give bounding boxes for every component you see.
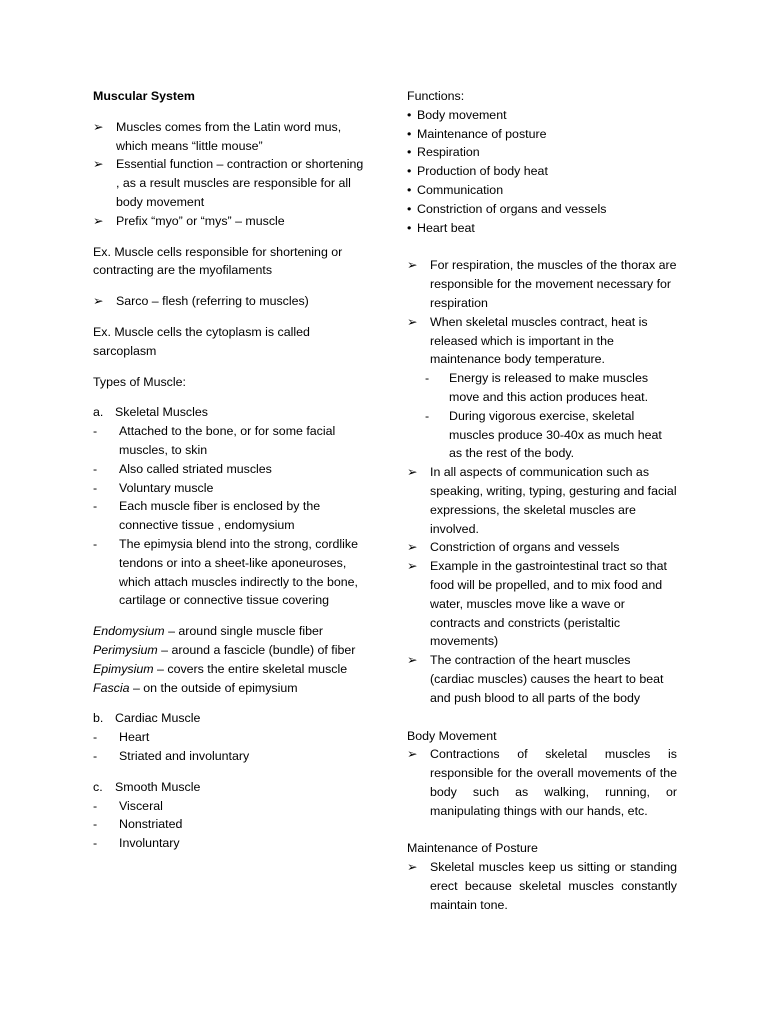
definition: Perimysium – around a fascicle (bundle) of fiber (93, 642, 356, 657)
list-item: • Respiration (407, 145, 480, 160)
posture-bullet: ➢ Skeletal muscles keep us sitting or standing erect because skeletal muscles constantly maintain tone. (407, 860, 677, 912)
sub-list-item: - During vigorous exercise, skeletal muscles produce 30-40x as much heat as the rest of the body. (425, 408, 662, 461)
arrow-bullet-icon: ➢ (407, 540, 418, 555)
cardiac-heading: b. Cardiac Muscle (93, 711, 201, 726)
intro-bullet: ➢ Prefix “myo” or “mys” – muscle (93, 212, 368, 231)
intro-bullet: ➢ Muscles comes from the Latin word mus, which means “little mouse” (93, 119, 342, 153)
types-heading: Types of Muscle: (93, 374, 186, 389)
arrow-bullet-icon: ➢ (407, 747, 418, 762)
arrow-bullet-icon: ➢ (407, 559, 418, 574)
skeletal-heading: a. Skeletal Muscles (93, 405, 208, 420)
list-item: - Heart (93, 730, 150, 745)
definition: Epimysium – covers the entire skeletal muscle (93, 661, 348, 676)
list-item: • Constriction of organs and vessels (407, 201, 607, 216)
arrow-bullet-icon: ➢ (407, 465, 418, 480)
list-item: - Involuntary (93, 836, 180, 851)
arrow-bullet-icon: ➢ (93, 213, 104, 228)
detail-bullet: ➢ The contraction of the heart muscles (cardiac muscles) causes the heart to beat and push blood to all parts of the body (407, 653, 664, 705)
list-item: • Body movement (407, 107, 507, 122)
list-item: • Maintenance of posture (407, 126, 547, 141)
detail-bullet: ➢ For respiration, the muscles of the thorax are responsible for the movement necessary for respiration (407, 258, 677, 310)
definition: Fascia – on the outside of epimysium (93, 680, 298, 695)
arrow-bullet-icon: ➢ (407, 258, 418, 273)
list-item: - Attached to the bone, or for some facial muscles, to skin (93, 424, 336, 457)
detail-bullet: ➢ Example in the gastrointestinal tract so that food will be propelled, and to mix food and water, muscles move like a wave or contracts and constricts (peristaltic movements) (407, 559, 667, 649)
arrow-bullet-icon: ➢ (93, 119, 104, 134)
arrow-bullet-icon: ➢ (407, 314, 418, 329)
list-item: - Visceral (93, 798, 163, 813)
detail-bullet: ➢ In all aspects of communication such as speaking, writing, typing, gesturing and facial expressions, the skeletal muscles are involved. (407, 465, 677, 536)
arrow-bullet-icon: ➢ (93, 157, 104, 172)
list-item: - Voluntary muscle (93, 480, 214, 495)
arrow-bullet-icon: ➢ (407, 860, 418, 875)
list-item: • Heart beat (407, 220, 475, 235)
arrow-bullet-icon: ➢ (407, 653, 418, 668)
doc-title: Muscular System (93, 89, 195, 103)
body-movement-heading: Body Movement (407, 728, 497, 743)
arrow-bullet-icon: ➢ (93, 294, 104, 309)
detail-bullet: ➢ When skeletal muscles contract, heat is released which is important in the maintenance body temperature. (407, 314, 648, 367)
definition: Endomysium – around single muscle fiber (93, 624, 324, 639)
example-text: Ex. Muscle cells the cytoplasm is called sarcoplasm (93, 324, 310, 358)
intro-bullet: ➢ Essential function – contraction or shortening , as a result muscles are responsible for all body movement (93, 157, 364, 209)
functions-heading: Functions: (407, 89, 465, 103)
example-text: Ex. Muscle cells responsible for shortening or contracting are the myofilaments (93, 244, 343, 278)
list-item: • Communication (407, 182, 504, 197)
left-column (93, 87, 368, 853)
right-column (407, 87, 677, 915)
list-item: - Each muscle fiber is enclosed by the connective tissue , endomysium (93, 499, 321, 533)
sarco-bullet: ➢ Sarco – flesh (referring to muscles) (93, 292, 368, 311)
list-item: - Striated and involuntary (93, 748, 250, 763)
sub-list-item: - Energy is released to make muscles move and this action produces heat. (425, 371, 649, 404)
list-item: - Nonstriated (93, 817, 183, 832)
detail-bullet: ➢ Constriction of organs and vessels (407, 538, 677, 557)
body-movement-bullet: ➢ Contractions of skeletal muscles is responsible for the overall movements of the body such as walking, running, or manipulating things with our hands, etc. (407, 747, 677, 818)
list-item: - The epimysia blend into the strong, cordlike tendons or into a sheet-like aponeuroses, which attach muscles indirectly to the bone, cartilage or connective tissue covering (93, 536, 358, 608)
smooth-heading: c. Smooth Muscle (93, 779, 201, 794)
posture-heading: Maintenance of Posture (407, 841, 538, 856)
list-item: • Production of body heat (407, 164, 548, 179)
list-item: - Also called striated muscles (93, 461, 272, 476)
